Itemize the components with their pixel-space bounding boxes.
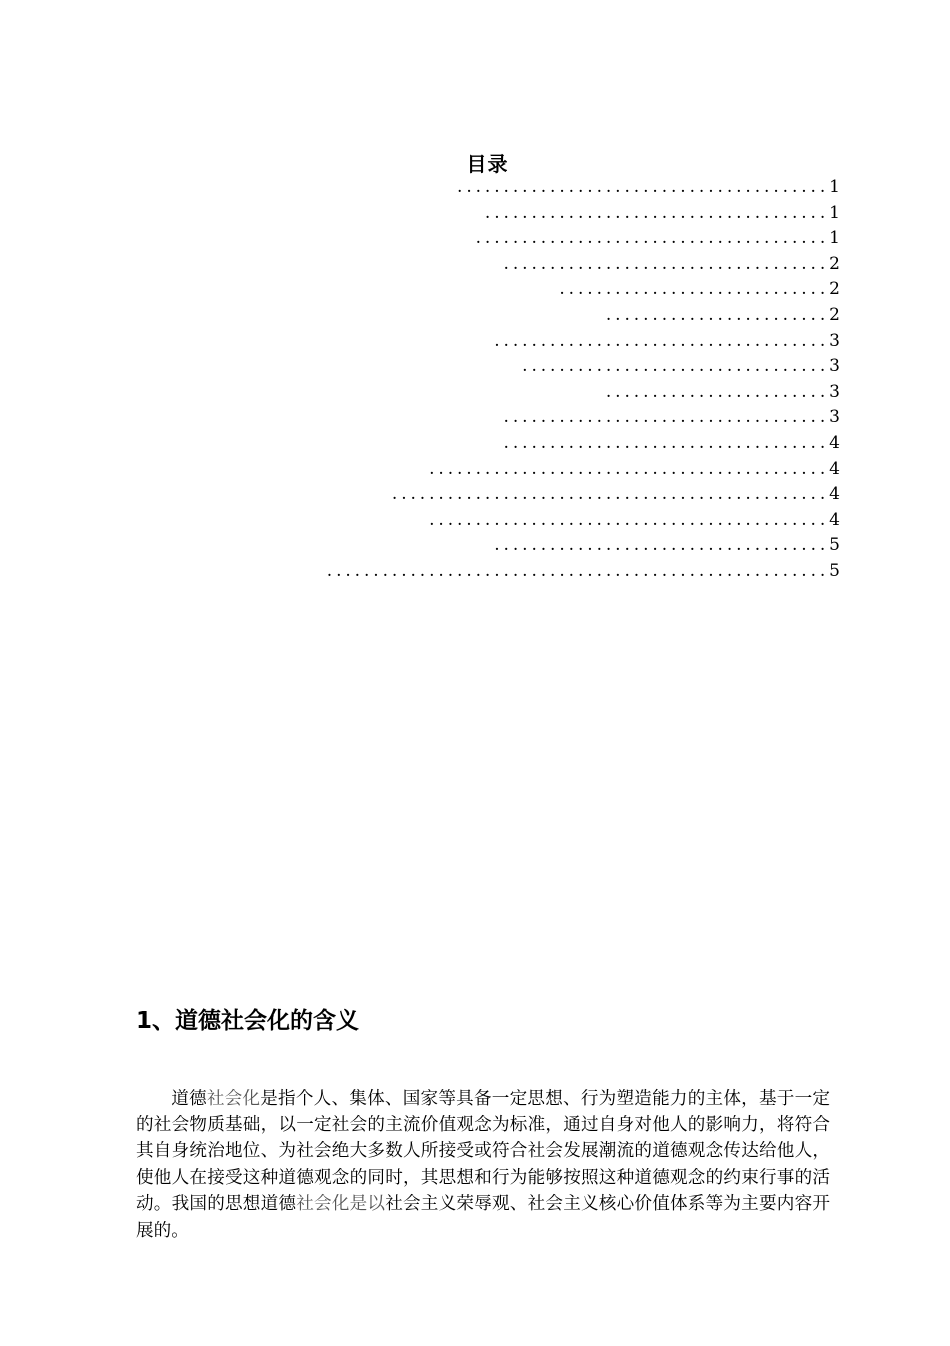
toc-page-number: 5 [829, 561, 840, 581]
toc-entry[interactable] [522, 355, 840, 377]
toc-entry[interactable] [606, 381, 840, 403]
toc-leader-dots: ............................. [559, 279, 830, 300]
paragraph-segment: 道德 [171, 1088, 207, 1109]
toc-entry[interactable] [559, 278, 840, 300]
toc-entry[interactable] [429, 509, 840, 531]
toc-leader-dots: ........................ [605, 305, 830, 325]
toc-page-number: 5 [829, 535, 840, 556]
toc-page-number: 3 [829, 381, 840, 402]
toc-entry[interactable] [429, 458, 840, 480]
toc-page-number: 4 [829, 458, 840, 479]
paragraph-segment: 社会化 [206, 1088, 261, 1109]
toc-leader-dots: .................................... [494, 330, 830, 351]
paragraph-segment: 社会主义荣辱观、社会主义核心价值体系等为主要内容开展的。 [136, 1194, 830, 1241]
toc-entry[interactable] [476, 227, 840, 249]
toc-page-number: 2 [829, 253, 840, 274]
paragraph-segment: 是指个人、集体、国家等具备一定思想、行为塑造能力的主体，基于一定的社会物质基础，以一定社会的主流价值观念为标准，通过自身对他人的影响力，将符合其自身统治地位、为社会绝大多数人所接受或符合社会发展潮流的道德观念传达给他人，使他人在接受这种道德观念的同时，其思想和行为能够按照这种道德观念的约束行事的活动。我国的思想道德 [136, 1088, 830, 1215]
toc-leader-dots: ................................... [503, 433, 830, 453]
toc-page-number: 3 [829, 356, 840, 377]
toc-leader-dots: ........................................ [457, 177, 830, 197]
toc-title: 目录 [466, 152, 509, 176]
toc-leader-dots: ...................................................... [326, 561, 830, 581]
toc-leader-dots: ........................................... [429, 458, 830, 479]
section-heading: 1、道德社会化的含义 [136, 1008, 360, 1034]
toc-leader-dots: ................................... [503, 407, 830, 428]
paragraph-segment: 社会化是以 [296, 1194, 386, 1215]
toc-entry[interactable] [504, 432, 840, 454]
toc-page-number: 3 [829, 330, 840, 351]
toc-leader-dots: ................................... [503, 253, 830, 274]
toc-entry[interactable] [504, 253, 840, 275]
toc-leader-dots: ...................................... [475, 228, 830, 249]
toc-leader-dots: ............................................... [391, 484, 830, 505]
body-paragraph [136, 1086, 830, 1244]
toc-entry[interactable] [392, 483, 840, 505]
toc-page-number: 1 [829, 202, 840, 223]
toc-entry[interactable] [494, 330, 840, 352]
toc-page-number: 3 [829, 407, 840, 428]
toc-entry[interactable] [457, 176, 840, 198]
toc-entry[interactable] [485, 202, 840, 224]
toc-page-number: 4 [829, 509, 840, 530]
toc-page-number: 2 [829, 279, 840, 300]
toc-leader-dots: ........................................... [429, 509, 830, 530]
toc-leader-dots: ..................................... [484, 202, 830, 223]
toc-leader-dots: ................................. [522, 356, 830, 377]
toc-leader-dots: .................................... [494, 535, 830, 556]
toc-page-number: 4 [829, 433, 840, 453]
toc-page-number: 1 [829, 228, 840, 249]
toc-page-number: 1 [829, 177, 840, 197]
toc-entry[interactable] [606, 304, 840, 326]
toc-page-number: 2 [829, 305, 840, 325]
toc-entry[interactable] [494, 534, 840, 556]
toc-entry[interactable] [327, 560, 840, 582]
toc-page-number: 4 [829, 484, 840, 505]
toc-leader-dots: ........................ [605, 381, 830, 402]
toc-entry[interactable] [504, 406, 840, 428]
